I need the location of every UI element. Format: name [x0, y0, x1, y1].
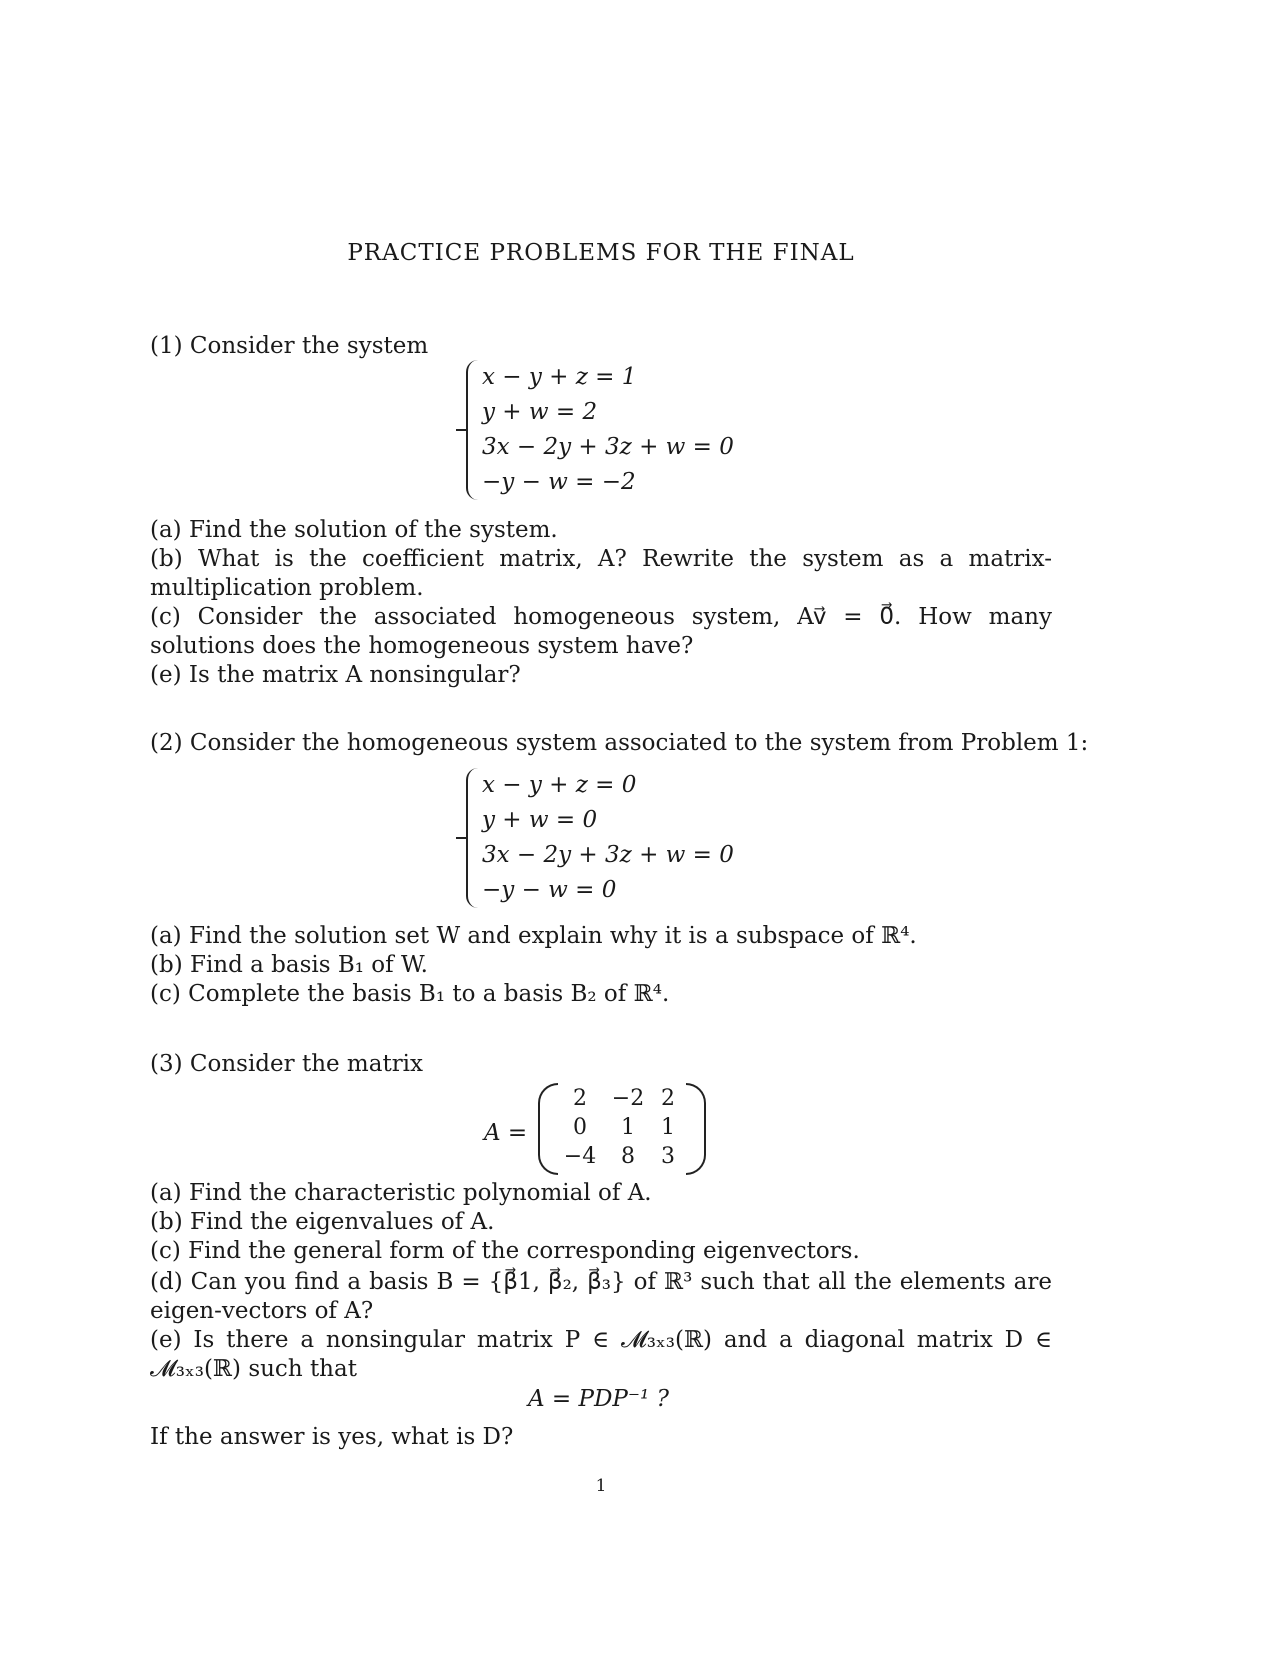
display-equation: A = PDP⁻¹ ?: [528, 1386, 669, 1412]
matrix-cell: 1: [661, 1115, 675, 1140]
equation: 3x − 2y + 3z + w = 0: [482, 842, 734, 868]
system-2: [482, 768, 734, 908]
system-2-brace: [466, 768, 478, 908]
problem-2b: (b) Find a basis B₁ of W.: [150, 952, 428, 978]
equation: −y − w = 0: [482, 877, 617, 903]
equation: y + w = 2: [482, 399, 598, 425]
problem-3b: (b) Find the eigenvalues of A.: [150, 1209, 495, 1235]
matrix-cell: 0: [573, 1115, 587, 1140]
problem-2c: (c) Complete the basis B₁ to a basis B₂ of ℝ⁴.: [150, 981, 670, 1007]
problem-3e: (e) Is there a nonsingular matrix P ∈ 𝓜₃ₓ₃(ℝ) and a diagonal matrix D ∈ 𝓜₃ₓ₃(ℝ) such that: [150, 1327, 1052, 1382]
matrix-label: A =: [484, 1120, 528, 1146]
page-title: PRACTICE PROBLEMS FOR THE FINAL: [347, 240, 855, 266]
equation: −y − w = −2: [482, 469, 636, 495]
problem-1-intro: (1) Consider the system: [150, 333, 429, 359]
problem-3-intro: (3) Consider the matrix: [150, 1051, 424, 1077]
matrix-cell: 8: [621, 1144, 635, 1169]
matrix-cell: 2: [661, 1086, 675, 1111]
system-1-brace-tip: [456, 429, 466, 431]
problem-1a: (a) Find the solution of the system.: [150, 517, 558, 543]
matrix-a: [556, 1084, 684, 1171]
equation: x − y + z = 1: [482, 364, 637, 390]
matrix-cell: −4: [563, 1144, 597, 1169]
problem-3c: (c) Find the general form of the corresponding eigenvectors.: [150, 1238, 860, 1264]
equation: y + w = 0: [482, 807, 598, 833]
matrix-row: [556, 1113, 684, 1142]
matrix-cell: −2: [611, 1086, 645, 1111]
system-2-brace-tip: [456, 837, 466, 839]
matrix-cell: 2: [573, 1086, 587, 1111]
problem-1b: (b) What is the coefficient matrix, A? Rewrite the system as a matrix-multiplication problem.: [150, 546, 1052, 601]
matrix-row: [556, 1084, 684, 1113]
system-1-brace: [466, 360, 478, 500]
equation: x − y + z = 0: [482, 772, 637, 798]
matrix-cell: 3: [661, 1144, 675, 1169]
system-1: [482, 360, 734, 500]
problem-1c: (c) Consider the associated homogeneous system, Av⃗ = 0⃗. How many solutions does the homogeneous system have?: [150, 604, 1052, 659]
problem-2a: (a) Find the solution set W and explain why it is a subspace of ℝ⁴.: [150, 923, 917, 949]
page-number: 1: [595, 1476, 607, 1496]
problem-3a: (a) Find the characteristic polynomial of A.: [150, 1180, 652, 1206]
problem-1e: (e) Is the matrix A nonsingular?: [150, 662, 521, 688]
equation: 3x − 2y + 3z + w = 0: [482, 434, 734, 460]
matrix-left-paren: [538, 1083, 558, 1175]
problem-3d: (d) Can you find a basis B = {β⃗1, β⃗₂, β⃗₃} of ℝ³ such that all the elements are eigen-vectors of A?: [150, 1269, 1052, 1324]
matrix-cell: 1: [621, 1115, 635, 1140]
problem-3-closing: If the answer is yes, what is D?: [150, 1424, 514, 1450]
matrix-row: [556, 1142, 684, 1171]
matrix-right-paren: [686, 1083, 706, 1175]
problem-2-intro: (2) Consider the homogeneous system associated to the system from Problem 1:: [150, 730, 1089, 756]
